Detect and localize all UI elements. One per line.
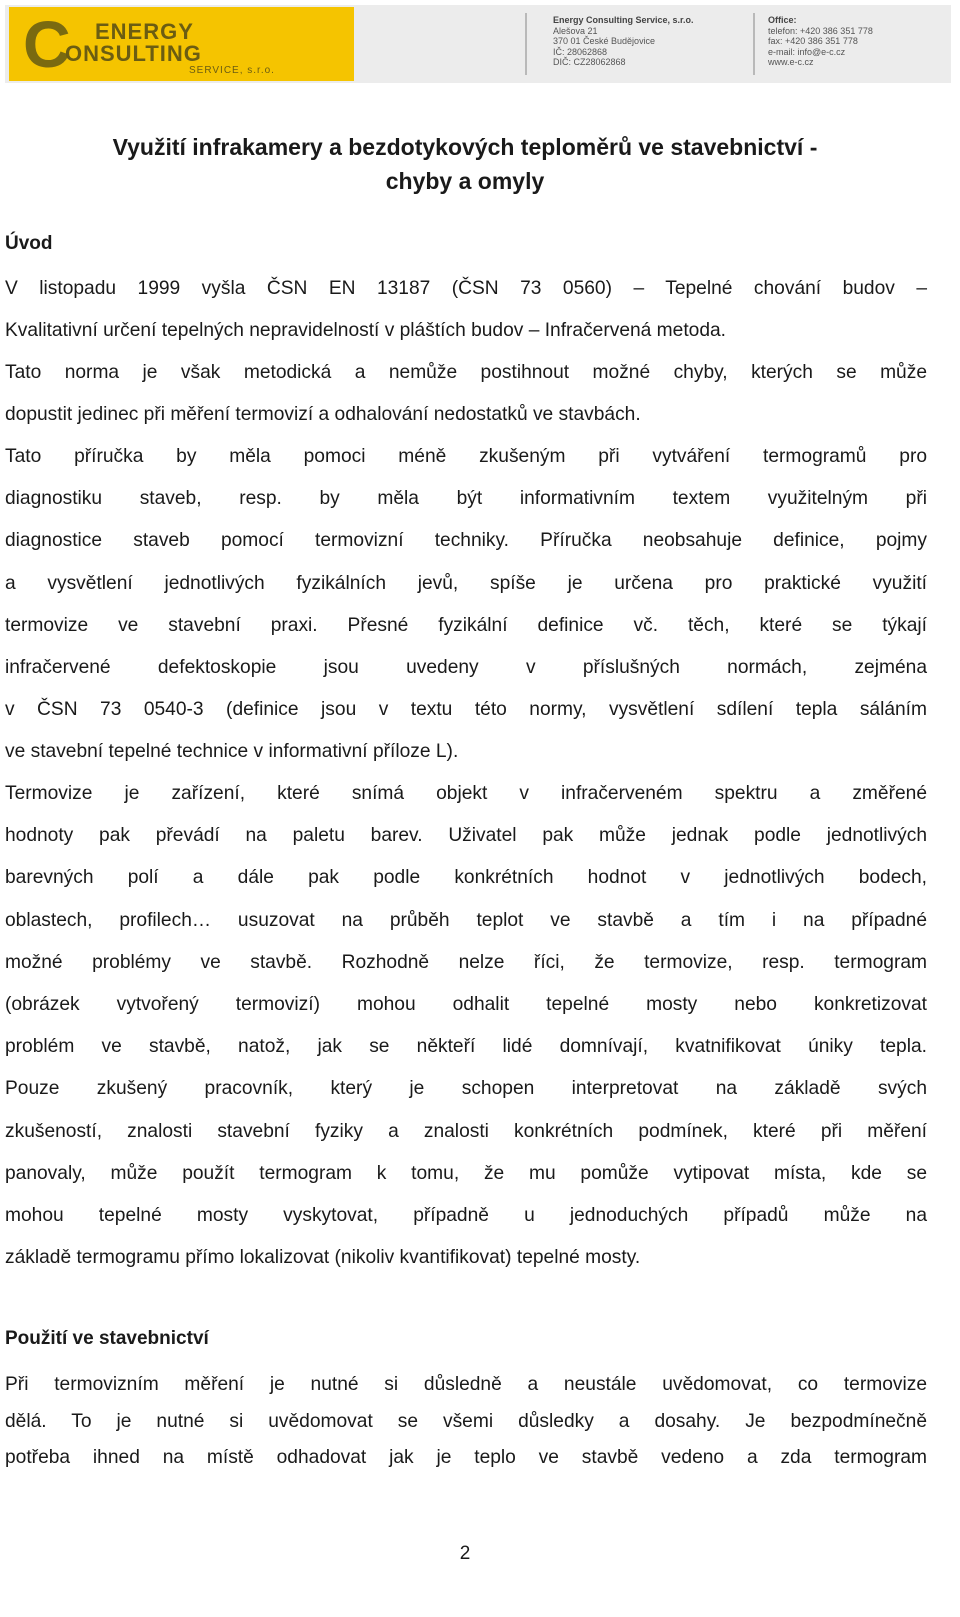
document-title: [5, 130, 925, 198]
text-line: Pouze zkušený pracovník, který je schopen interpretovat na základě svých: [5, 1078, 927, 1100]
logo-word-service: SERVICE, s.r.o.: [189, 65, 275, 76]
company-name: Energy Consulting Service, s.r.o.: [553, 15, 694, 25]
text-line: v ČSN 73 0540-3 (definice jsou v textu této normy, vysvětlení sdílení tepla sáláním: [5, 699, 927, 721]
text-line: dopustit jedinec při měření termovizí a odhalování nedostatků ve stavbách.: [5, 404, 641, 425]
company-street: Alešova 21: [553, 25, 598, 36]
text-line: ve stavební tepelné technice v informativní příloze L).: [5, 741, 459, 763]
text-line: infračervené defektoskopie jsou uvedeny v příslušných normách, zejména: [5, 657, 927, 679]
company-dic: DIČ: CZ28062868: [553, 57, 626, 67]
office-label: Office:: [768, 15, 797, 25]
text-line: hodnoty pak převádí na paletu barev. Uživatel pak může jednak podle jednotlivých: [5, 825, 927, 847]
company-ic: IČ: 28062868: [553, 46, 608, 57]
text-line: (obrázek vytvořený termovizí) mohou odhalit tepelné mosty nebo konkretizovat: [5, 994, 927, 1016]
office-website: www.e-c.cz: [768, 57, 814, 67]
text-line: V listopadu 1999 vyšla ČSN EN 13187 (ČSN 73 0560) – Tepelné chování budov –: [5, 278, 927, 299]
company-city: 370 01 České Budějovice: [553, 36, 656, 46]
text-line: Při termovizním měření je nutné si důsledně a neustále uvědomovat, co termovize: [5, 1374, 927, 1395]
text-line: Tato norma je však metodická a nemůže postihnout možné chyby, kterých se může: [5, 362, 927, 383]
company-logo: [9, 7, 354, 81]
text-line: a vysvětlení jednotlivých fyzikálních jevů, spíše je určena pro praktické využití: [5, 572, 927, 594]
office-phone: telefon: +420 386 351 778: [768, 25, 873, 36]
logo-initial: C: [23, 7, 71, 81]
section-heading-uvod: Úvod: [5, 233, 53, 254]
company-address-block: [553, 15, 694, 68]
text-line: panovaly, může použít termogram k tomu, že mu pomůže vytipovat místa, kde se: [5, 1162, 927, 1184]
document-title-line: Využití infrakamery a bezdotykových teploměrů ve stavebnictví -: [112, 134, 818, 160]
logo-word-energy: ENERGY: [95, 19, 194, 44]
paragraph: [5, 1367, 927, 1477]
text-line: diagnostice staveb pomocí termovizní techniky. Příručka neobsahuje definice, pojmy: [5, 530, 927, 552]
letterhead-divider: [525, 13, 527, 75]
paragraph: [5, 268, 927, 436]
text-line: potřeba ihned na místě odhadovat jak je teplo ve stavbě vedeno a zda termogram: [5, 1447, 927, 1468]
paragraph: [5, 773, 927, 1279]
text-line: mohou tepelné mosty vyskytovat, případně u jednoduchých případů může na: [5, 1205, 927, 1227]
office-contact-block: [768, 15, 873, 68]
text-line: barevných polí a dále pak podle konkrétních hodnot v jednotlivých bodech,: [5, 867, 927, 889]
section-heading-pouziti: Použití ve stavebnictví: [5, 1328, 209, 1349]
paragraph: [5, 436, 927, 774]
letterhead: [5, 5, 951, 83]
text-line: dělá. To je nutné si uvědomovat se všemi důsledky a dosahy. Je bezpodmínečně: [5, 1410, 927, 1432]
text-line: Termovize je zařízení, které snímá objekt v infračerveném spektru a změřené: [5, 783, 927, 804]
text-line: Kvalitativní určení tepelných nepravidelností v pláštích budov – Infračervená metoda.: [5, 320, 727, 341]
text-line: oblastech, profilech… usuzovat na průběh teplot ve stavbě a tím i na případné: [5, 909, 927, 931]
document-title-line: chyby a omyly: [385, 168, 545, 194]
text-line: problém ve stavbě, natož, jak se někteří lidé domnívají, kvatnifikovat úniky tepla.: [5, 1036, 927, 1058]
office-fax: fax: +420 386 351 778: [768, 36, 858, 46]
logo-word-consulting: ONSULTING: [65, 41, 202, 66]
text-line: Tato příručka by měla pomoci méně zkušeným při vytváření termogramů pro: [5, 446, 927, 467]
letterhead-divider: [753, 13, 755, 75]
page-number: 2: [459, 1543, 471, 1564]
text-line: zkušeností, znalosti stavební fyziky a znalosti konkrétních podmínek, které při měření: [5, 1120, 927, 1142]
text-line: diagnostiku staveb, resp. by měla být informativním textem využitelným při: [5, 488, 927, 510]
text-line: možné problémy ve stavbě. Rozhodně nelze říci, že termovize, resp. termogram: [5, 951, 927, 973]
text-line: termovize ve stavební praxi. Přesné fyzikální definice vč. těch, které se týkají: [5, 614, 927, 636]
office-email: e-mail: info@e-c.cz: [768, 46, 846, 57]
text-line: základě termogramu přímo lokalizovat (nikoliv kvantifikovat) tepelné mosty.: [5, 1247, 641, 1269]
